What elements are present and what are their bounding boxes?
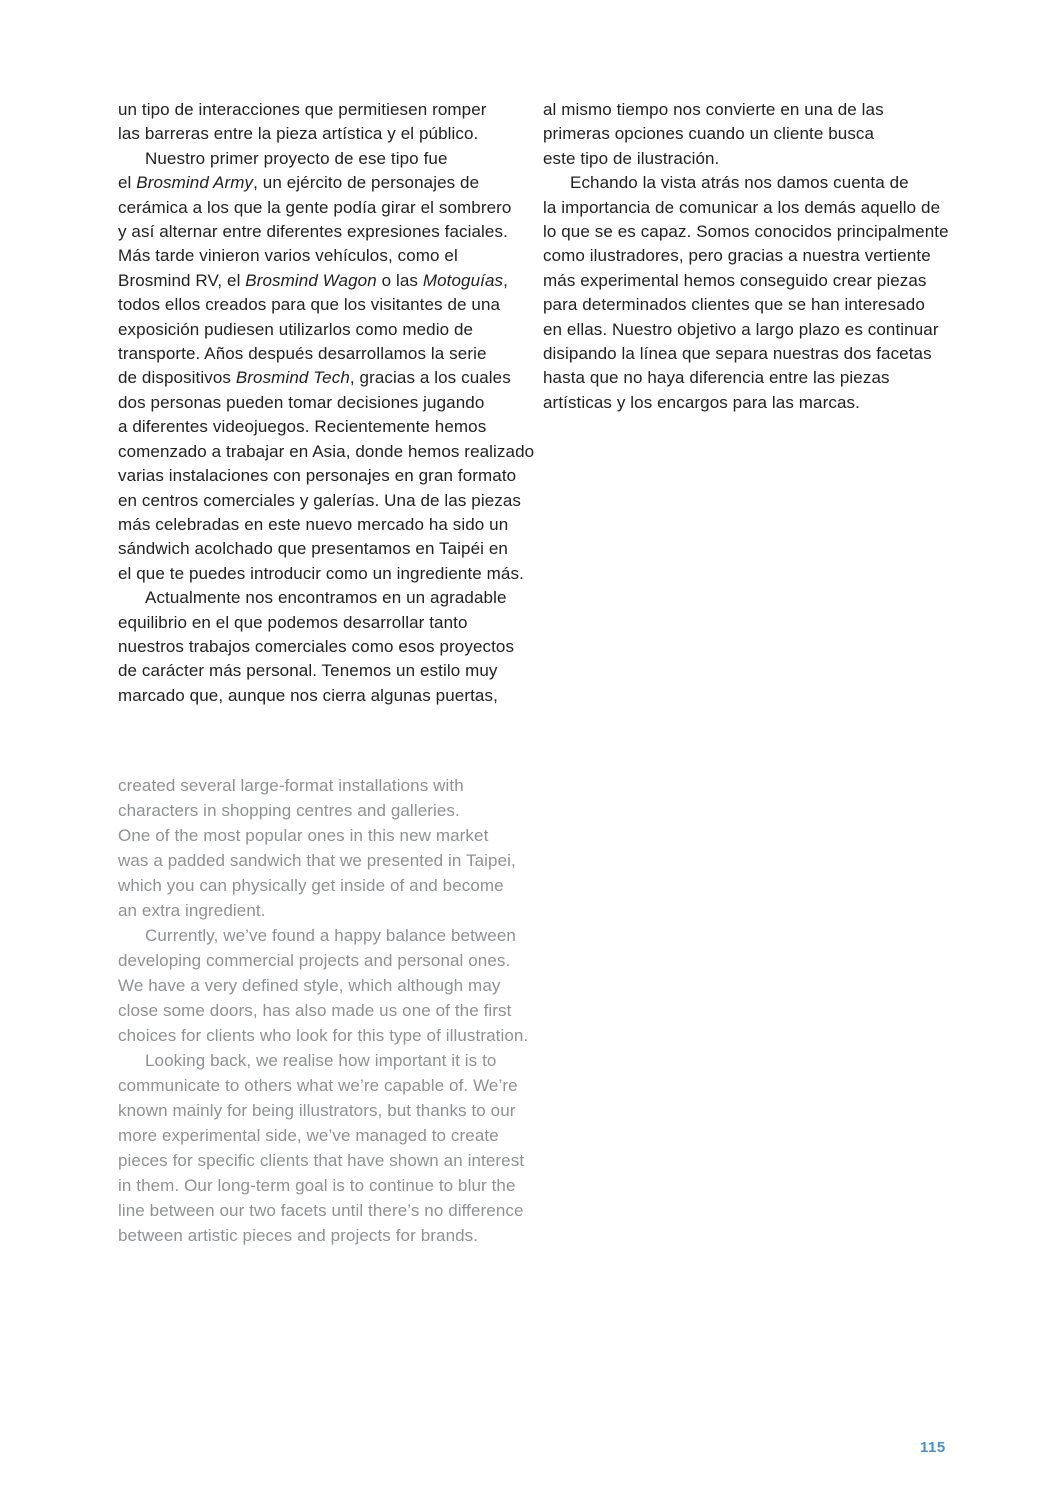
text-line: de dispositivos Brosmind Tech, gracias a los cuales bbox=[118, 368, 511, 388]
text-line: disipando la línea que separa nuestras dos facetas bbox=[543, 344, 932, 364]
text-line: el que te puedes introducir como un ingrediente más. bbox=[118, 563, 524, 583]
text-line: las barreras entre la pieza artística y el público. bbox=[118, 124, 479, 144]
text-line: todos ellos creados para que los visitantes de una bbox=[118, 295, 501, 315]
page-number: 115 bbox=[920, 1439, 946, 1456]
text-line: este tipo de ilustración. bbox=[543, 148, 720, 168]
text-line: artísticas y los encargos para las marcas. bbox=[543, 392, 860, 412]
text-line: developing commercial projects and personal ones. bbox=[118, 951, 511, 970]
text-line: sándwich acolchado que presentamos en Taipéi en bbox=[118, 539, 508, 559]
text-line: Looking back, we realise how important it is to bbox=[145, 1051, 497, 1070]
text-line: a diferentes videojuegos. Recientemente hemos bbox=[118, 417, 487, 437]
text-line: comenzado a trabajar en Asia, donde hemos realizado bbox=[118, 441, 535, 461]
text-line: One of the most popular ones in this new market bbox=[118, 826, 489, 845]
text-line: We have a very defined style, which although may bbox=[118, 976, 501, 995]
text-line: al mismo tiempo nos convierte en una de las bbox=[543, 100, 884, 119]
text-line: lo que se es capaz. Somos conocidos principalmente bbox=[543, 222, 949, 242]
text-line: exposición pudiesen utilizarlos como medio de bbox=[118, 319, 474, 339]
english-translation-column bbox=[118, 773, 563, 1248]
text-line: characters in shopping centres and galleries. bbox=[118, 801, 460, 820]
text-line: close some doors, has also made us one of the first bbox=[118, 1001, 512, 1020]
text-line: hasta que no haya diferencia entre las piezas bbox=[543, 368, 890, 388]
text-line: was a padded sandwich that we presented in Taipei, bbox=[118, 851, 516, 870]
text-line: Más tarde vinieron varios vehículos, como el bbox=[118, 246, 458, 266]
text-line: Echando la vista atrás nos damos cuenta de bbox=[570, 173, 909, 193]
text-line: which you can physically get inside of and become bbox=[118, 876, 504, 895]
text-line: known mainly for being illustrators, but thanks to our bbox=[118, 1101, 516, 1120]
text-line: between artistic pieces and projects for brands. bbox=[118, 1226, 479, 1245]
text-line: como ilustradores, pero gracias a nuestra vertiente bbox=[543, 246, 931, 266]
text-line: y así alternar entre diferentes expresiones faciales. bbox=[118, 222, 508, 242]
text-line: de carácter más personal. Tenemos un estilo muy bbox=[118, 661, 498, 681]
text-line: more experimental side, we’ve managed to create bbox=[118, 1126, 499, 1145]
text-line: an extra ingredient. bbox=[118, 901, 266, 920]
text-line: para determinados clientes que se han interesado bbox=[543, 295, 925, 315]
text-line: la importancia de comunicar a los demás aquello de bbox=[543, 197, 941, 217]
text-line: dos personas pueden tomar decisiones jugando bbox=[118, 392, 485, 412]
text-line: in them. Our long-term goal is to continue to blur the bbox=[118, 1176, 516, 1195]
text-line: Nuestro primer proyecto de ese tipo fue bbox=[145, 148, 448, 168]
text-line: en ellas. Nuestro objetivo a largo plazo es continuar bbox=[543, 319, 939, 339]
text-line: en centros comerciales y galerías. Una de las piezas bbox=[118, 490, 522, 510]
text-line: nuestros trabajos comerciales como esos proyectos bbox=[118, 636, 515, 656]
spanish-text-column-left bbox=[118, 98, 548, 708]
text-line: communicate to others what we’re capable of. We’re bbox=[118, 1076, 518, 1095]
text-line: más experimental hemos conseguido crear piezas bbox=[543, 270, 927, 290]
text-line: Brosmind RV, el Brosmind Wagon o las Motoguías, bbox=[118, 270, 508, 290]
text-line: Currently, we’ve found a happy balance between bbox=[145, 926, 516, 945]
text-line: line between our two facets until there’s no difference bbox=[118, 1201, 524, 1220]
text-line: equilibrio en el que podemos desarrollar tanto bbox=[118, 612, 468, 632]
text-line: primeras opciones cuando un cliente busca bbox=[543, 124, 875, 144]
spanish-text-column-right bbox=[543, 98, 973, 415]
text-line: marcado que, aunque nos cierra algunas puertas, bbox=[118, 685, 498, 705]
text-line: transporte. Años después desarrollamos la serie bbox=[118, 344, 487, 364]
text-line: un tipo de interacciones que permitiesen romper bbox=[118, 100, 487, 119]
text-line: created several large-format installations with bbox=[118, 776, 464, 795]
text-line: cerámica a los que la gente podía girar el sombrero bbox=[118, 197, 512, 217]
text-line: choices for clients who look for this type of illustration. bbox=[118, 1026, 529, 1045]
text-line: Actualmente nos encontramos en un agradable bbox=[145, 588, 507, 608]
text-line: el Brosmind Army, un ejército de personajes de bbox=[118, 173, 480, 193]
text-line: varias instalaciones con personajes en gran formato bbox=[118, 466, 517, 486]
text-line: más celebradas en este nuevo mercado ha sido un bbox=[118, 514, 509, 534]
text-line: pieces for specific clients that have shown an interest bbox=[118, 1151, 525, 1170]
